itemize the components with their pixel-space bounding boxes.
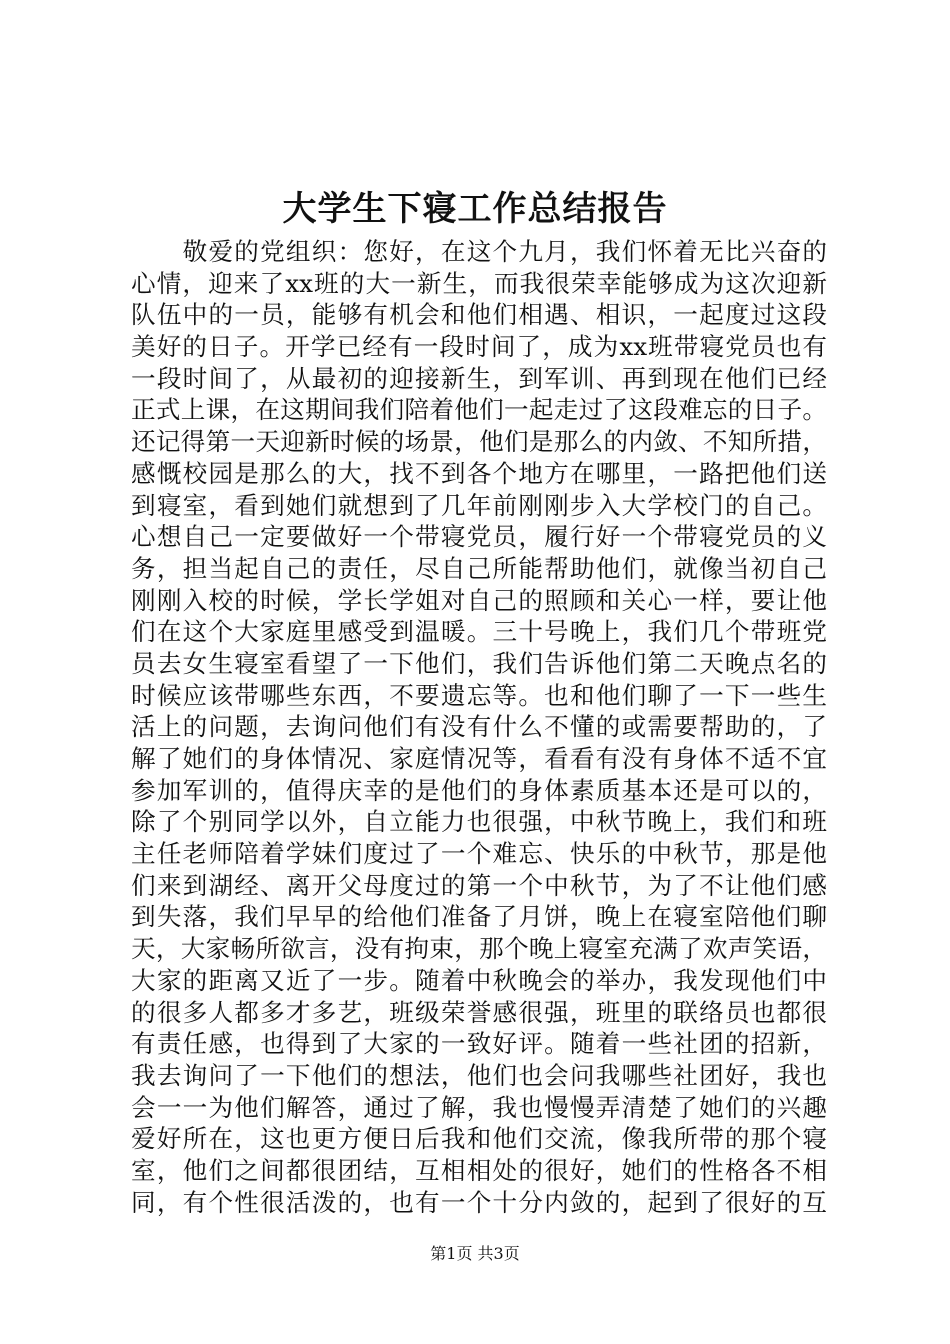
body-line: 美好的日子。开学已经有一段时间了，成为xx班带寝党员也有 (131, 332, 827, 362)
body-line: 我去询问了一下他们的想法，他们也会问我哪些社团好，我也 (131, 1060, 827, 1090)
body-line: 心想自己一定要做好一个带寝党员，履行好一个带寝党员的义 (131, 522, 827, 552)
body-line: 室，他们之间都很团结，互相相处的很好，她们的性格各不相 (131, 1155, 827, 1185)
body-line: 敬爱的党组织：您好，在这个九月，我们怀着无比兴奋的 (131, 237, 827, 266)
body-line: 主任老师陪着学妹们度过了一个难忘、快乐的中秋节，那是他 (131, 839, 827, 869)
body-line: 爱好所在，这也更方便日后我和他们交流，像我所带的那个寝 (131, 1124, 827, 1154)
body-line: 会一一为他们解答，通过了解，我也慢慢弄清楚了她们的兴趣 (131, 1092, 827, 1122)
body-line: 务，担当起自己的责任，尽自己所能帮助他们，就像当初自己 (131, 553, 827, 583)
body-line: 的很多人都多才多艺，班级荣誉感很强，班里的联络员也都很 (131, 997, 827, 1027)
body-line: 有责任感，也得到了大家的一致好评。随着一些社团的招新， (131, 1029, 827, 1059)
body-line: 时候应该带哪些东西，不要遗忘等。也和他们聊了一下一些生 (131, 680, 827, 710)
document-body (131, 236, 827, 1218)
body-line: 还记得第一天迎新时候的场景，他们是那么的内敛、不知所措， (131, 427, 827, 457)
body-line: 感慨校园是那么的大，找不到各个地方在哪里，一路把他们送 (131, 458, 827, 488)
body-line: 队伍中的一员，能够有机会和他们相遇、相识，一起度过这段 (131, 300, 827, 330)
body-line: 活上的问题，去询问他们有没有什么不懂的或需要帮助的，了 (131, 712, 827, 742)
body-line: 到失落，我们早早的给他们准备了月饼，晚上在寝室陪他们聊 (131, 902, 827, 932)
document-title: 大学生下寝工作总结报告 (282, 189, 668, 229)
body-line: 正式上课，在这期间我们陪着他们一起走过了这段难忘的日子。 (131, 395, 827, 425)
body-line: 们在这个大家庭里感受到温暖。三十号晚上，我们几个带班党 (131, 617, 827, 647)
body-line: 解了她们的身体情况、家庭情况等，看看有没有身体不适不宜 (131, 744, 827, 773)
body-line: 刚刚入校的时候，学长学姐对自己的照顾和关心一样，要让他 (131, 585, 827, 615)
page-footer: 第1页 共3页 (430, 1244, 520, 1263)
body-line: 心情，迎来了xx班的大一新生，而我很荣幸能够成为这次迎新 (131, 268, 827, 298)
body-line: 员去女生寝室看望了一下他们，我们告诉他们第二天晚点名的 (131, 648, 827, 678)
body-line: 除了个别同学以外，自立能力也很强，中秋节晚上，我们和班 (131, 807, 827, 837)
body-line: 大家的距离又近了一步。随着中秋晚会的举办，我发现他们中 (131, 965, 827, 995)
body-line: 到寝室，看到她们就想到了几年前刚刚步入大学校门的自己。 (131, 490, 827, 520)
body-line: 天，大家畅所欲言，没有拘束，那个晚上寝室充满了欢声笑语， (131, 934, 827, 964)
body-line: 们来到湖经、离开父母度过的第一个中秋节，为了不让他们感 (131, 870, 827, 900)
body-line: 一段时间了，从最初的迎接新生，到军训、再到现在他们已经 (131, 363, 827, 393)
body-line: 参加军训的，值得庆幸的是他们的身体素质基本还是可以的， (131, 775, 827, 805)
body-line: 同，有个性很活泼的，也有一个十分内敛的，起到了很好的互 (131, 1187, 827, 1217)
